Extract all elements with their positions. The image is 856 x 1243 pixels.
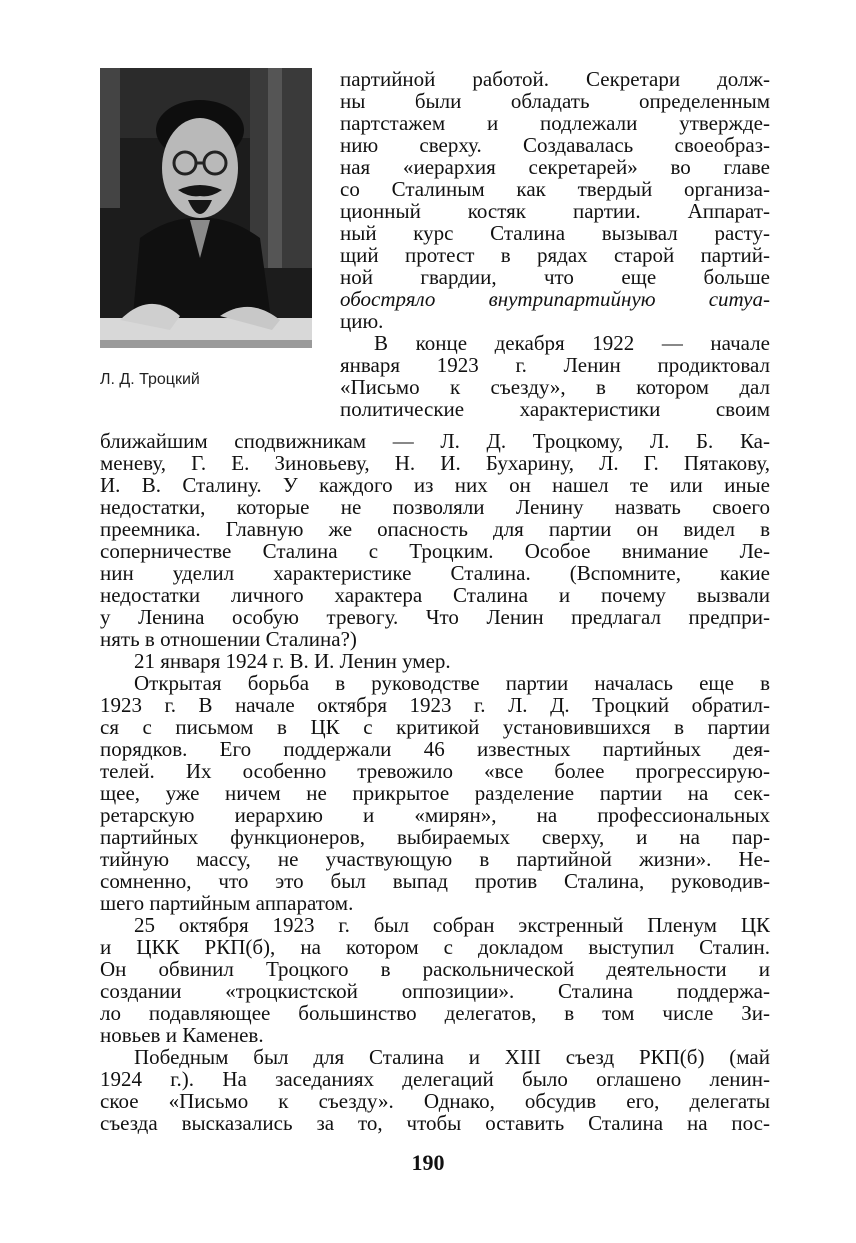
text-line: И. В. Сталину. У каждого из них он нашел те или иные — [100, 473, 770, 497]
page-number: 190 — [411, 1150, 445, 1175]
text-line: щее, уже ничем не прикрытое разделение партии на сек- — [100, 781, 770, 805]
text-line: ретарскую иерархию и «мирян», на профессиональных — [100, 803, 770, 827]
text-line: ближайшим сподвижникам — Л. Д. Троцкому, Л. Б. Ка- — [100, 429, 770, 453]
text-line: 25 октября 1923 г. был собран экстренный Пленум ЦК — [134, 913, 770, 937]
text-line: нин уделил характеристике Сталина. (Вспомните, какие — [100, 561, 770, 585]
photo-caption: Л. Д. Троцкий — [100, 371, 200, 388]
text-line: порядков. Его поддержали 46 известных партийных дея- — [100, 737, 770, 761]
text-line: сомненно, что это был выпад против Сталина, руководив- — [100, 869, 770, 893]
text-line: 1923 г. В начале октября 1923 г. Л. Д. Троцкий обратил- — [100, 693, 770, 717]
text-line: партийных функционеров, выбираемых сверху, и на пар- — [100, 825, 770, 849]
italic-emphasis: обостряло внутрипартийную ситуа- — [340, 287, 770, 311]
paragraph-secretaries — [340, 68, 770, 332]
text-line: новьев и Каменев. — [100, 1023, 264, 1047]
trotsky-portrait-photo — [100, 68, 312, 348]
text-line: щий протест в рядах старой партий- — [340, 243, 770, 267]
text-line: Победным был для Сталина и XIII съезд РКП(б) (май — [134, 1045, 770, 1069]
text-line: ный курс Сталина вызывал расту- — [340, 221, 770, 245]
text-line: нять в отношении Сталина?) — [100, 627, 357, 651]
paragraph-congress — [100, 1046, 770, 1134]
text-line: 1924 г.). На заседаниях делегаций было оглашено ленин- — [100, 1067, 770, 1091]
text-line: меневу, Г. Е. Зиновьеву, Н. И. Бухарину, Л. Г. Пятакову, — [100, 451, 770, 475]
text-line: ское «Письмо к съезду». Однако, обсудив его, делегаты — [100, 1089, 770, 1113]
text-line: января 1923 г. Ленин продиктовал — [340, 353, 770, 377]
text-line: политические характеристики своим — [340, 397, 770, 421]
text-line: недостатки личного характера Сталина и почему вызвали — [100, 583, 770, 607]
text-line: и ЦКК РКП(б), на котором с докладом выступил Сталин. — [100, 935, 770, 959]
full-width-text — [100, 430, 770, 1134]
text-line: нию сверху. Создавалась своеобраз- — [340, 133, 770, 157]
text-line: ная «иерархия секретарей» во главе — [340, 155, 770, 179]
text-line: соперничестве Сталина с Троцким. Особое внимание Ле- — [100, 539, 770, 563]
text-line: у Ленина особую тревогу. Что Ленин предлагал предпри- — [100, 605, 770, 629]
text-line: цию. — [340, 309, 384, 333]
text-line: ло подавляющее большинство делегатов, в том числе Зи- — [100, 1001, 770, 1025]
text-line: тийную массу, не участвующую в партийной жизни». Не- — [100, 847, 770, 871]
text-line: преемника. Главную же опасность для партии он видел в — [100, 517, 770, 541]
text-line: недостатки, которые не позволяли Ленину назвать своего — [100, 495, 770, 519]
paragraph-lenin-died — [100, 650, 770, 672]
text-line: съезда высказались за то, чтобы оставить Сталина на пос- — [100, 1111, 770, 1135]
text-line: телей. Их особенно тревожило «все более прогрессирую- — [100, 759, 770, 783]
text-line: создании «троцкистской оппозиции». Сталина поддержа- — [100, 979, 770, 1003]
text-line-italic — [340, 288, 770, 310]
text-line: Открытая борьба в руководстве партии началась еще в — [134, 671, 770, 695]
text-line: со Сталиным как твердый организа- — [340, 177, 770, 201]
paragraph-letter-continued — [100, 430, 770, 650]
paragraph-letter-intro — [340, 332, 770, 420]
paragraph-struggle — [100, 672, 770, 914]
text-line: ционный костяк партии. Аппарат- — [340, 199, 770, 223]
text-line: ся с письмом в ЦК с критикой установившихся в партии — [100, 715, 770, 739]
text-line: партстажем и подлежали утвержде- — [340, 111, 770, 135]
text-line: партийной работой. Секретари долж- — [340, 67, 770, 91]
portrait-image — [100, 68, 312, 348]
text-line: шего партийным аппаратом. — [100, 891, 354, 915]
text-line: 21 января 1924 г. В. И. Ленин умер. — [134, 649, 451, 673]
text-line: ны были обладать определенным — [340, 89, 770, 113]
paragraph-plenum — [100, 914, 770, 1046]
right-column-text — [340, 68, 770, 420]
text-line: ной гвардии, что еще больше — [340, 265, 770, 289]
text-line: В конце декабря 1922 — начале — [374, 331, 770, 355]
text-line: «Письмо к съезду», в котором дал — [340, 375, 770, 399]
text-line: Он обвинил Троцкого в раскольнической деятельности и — [100, 957, 770, 981]
